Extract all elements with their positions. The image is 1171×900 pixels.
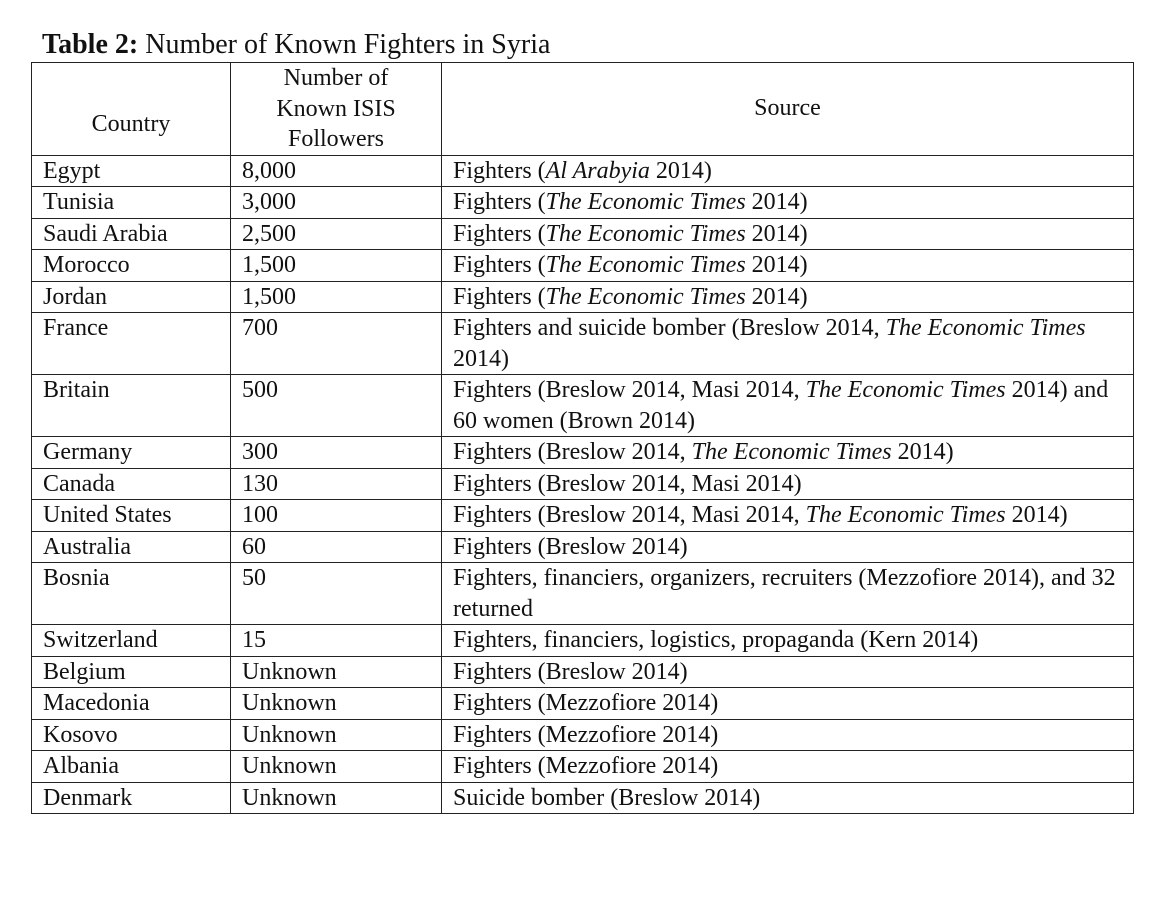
followers-count-cell: 15 <box>231 625 442 657</box>
source-cell <box>442 468 1134 500</box>
source-text: Fighters, financiers, logistics, propaganda (Kern 2014) <box>453 627 979 653</box>
source-text: 2014) and 60 women (Brown 2014) <box>453 377 1109 434</box>
followers-count-cell: 500 <box>231 375 442 437</box>
source-cell <box>442 656 1134 688</box>
followers-count-cell: 8,000 <box>231 155 442 187</box>
table-row <box>32 656 1134 688</box>
source-text: 2014) <box>745 252 808 278</box>
source-text: Fighters ( <box>453 189 546 215</box>
source-title-italic: The Economic Times <box>545 189 746 215</box>
country-cell: Canada <box>32 468 231 500</box>
header-followers-line-2: Known ISIS <box>276 95 396 122</box>
followers-count-cell: 100 <box>231 500 442 532</box>
source-cell <box>442 563 1134 625</box>
country-cell: Australia <box>32 531 231 563</box>
country-cell: Albania <box>32 751 231 783</box>
source-text: 2014) <box>453 345 509 372</box>
table-row <box>32 281 1134 313</box>
source-text: Suicide bomber (Breslow 2014) <box>453 784 761 811</box>
table-row <box>32 531 1134 563</box>
country-cell: Switzerland <box>32 625 231 657</box>
fighters-table <box>31 62 1134 814</box>
source-title-italic: The Economic Times <box>805 377 1006 403</box>
country-cell: Kosovo <box>32 719 231 751</box>
source-cell <box>442 155 1134 187</box>
table-caption-label: Table 2: <box>42 29 139 60</box>
country-cell: Morocco <box>32 250 231 282</box>
country-cell: Macedonia <box>32 688 231 720</box>
table-row <box>32 375 1134 437</box>
source-text: Fighters (Mezzofiore 2014) <box>453 753 719 779</box>
source-text: Fighters ( <box>453 220 546 247</box>
source-cell <box>442 625 1134 657</box>
table-row <box>32 625 1134 657</box>
followers-count-cell: 130 <box>231 468 442 500</box>
table-row <box>32 719 1134 751</box>
source-title-italic: The Economic Times <box>885 315 1086 341</box>
source-cell <box>442 250 1134 282</box>
country-cell: Denmark <box>32 782 231 814</box>
table-row <box>32 688 1134 720</box>
table-row <box>32 313 1134 375</box>
table-caption <box>42 28 550 62</box>
source-text: Fighters ( <box>453 157 546 184</box>
country-cell: France <box>32 313 231 375</box>
table-row <box>32 155 1134 187</box>
header-followers-line-3: Followers <box>288 126 384 152</box>
source-cell <box>442 375 1134 437</box>
followers-count-cell: Unknown <box>231 656 442 688</box>
followers-count-cell: 2,500 <box>231 218 442 250</box>
table-header <box>32 63 1134 156</box>
source-cell <box>442 281 1134 313</box>
source-text: 2014) <box>1005 502 1068 528</box>
table-row <box>32 782 1134 814</box>
source-text: Fighters (Mezzofiore 2014) <box>453 721 719 748</box>
followers-count-cell: 300 <box>231 437 442 469</box>
country-cell: Egypt <box>32 155 231 187</box>
header-followers-line-1: Number of <box>283 65 389 91</box>
source-text: Fighters (Breslow 2014) <box>453 533 688 560</box>
source-cell <box>442 751 1134 783</box>
followers-count-cell: 1,500 <box>231 250 442 282</box>
source-text: Fighters (Breslow 2014) <box>453 658 688 685</box>
source-text: Fighters ( <box>453 252 546 278</box>
followers-count-cell: Unknown <box>231 782 442 814</box>
source-cell <box>442 719 1134 751</box>
country-cell: Belgium <box>32 656 231 688</box>
country-cell: Jordan <box>32 281 231 313</box>
source-cell <box>442 313 1134 375</box>
followers-count-cell: Unknown <box>231 719 442 751</box>
country-cell: Britain <box>32 375 231 437</box>
source-title-italic: The Economic Times <box>691 439 892 465</box>
source-cell <box>442 500 1134 532</box>
table-row <box>32 218 1134 250</box>
source-text: 2014) <box>891 439 954 465</box>
source-title-italic: Al Arabyia <box>545 157 650 184</box>
table-row <box>32 500 1134 532</box>
source-text: Fighters (Breslow 2014, Masi 2014, <box>453 377 806 403</box>
table-row <box>32 437 1134 469</box>
source-cell <box>442 531 1134 563</box>
table-row <box>32 468 1134 500</box>
header-row <box>32 63 1134 156</box>
source-cell <box>442 688 1134 720</box>
source-title-italic: The Economic Times <box>805 502 1006 528</box>
source-text: 2014) <box>745 189 808 215</box>
table-caption-title: Number of Known Fighters in Syria <box>138 29 551 60</box>
header-number-of-followers <box>231 63 442 156</box>
source-cell <box>442 187 1134 219</box>
country-cell: Tunisia <box>32 187 231 219</box>
source-text: Fighters ( <box>453 283 546 310</box>
header-country: Country <box>32 63 231 156</box>
source-cell <box>442 218 1134 250</box>
source-title-italic: The Economic Times <box>545 252 746 278</box>
source-text: Fighters and suicide bomber (Breslow 2014, <box>453 315 886 341</box>
followers-count-cell: 60 <box>231 531 442 563</box>
table-row <box>32 187 1134 219</box>
source-text: Fighters, financiers, organizers, recruiters (Mezzofiore 2014), and 32 returned <box>453 565 1116 622</box>
header-source: Source <box>442 63 1134 156</box>
followers-count-cell: 700 <box>231 313 442 375</box>
table-row <box>32 563 1134 625</box>
source-text: Fighters (Breslow 2014, <box>453 439 692 465</box>
country-cell: Saudi Arabia <box>32 218 231 250</box>
followers-count-cell: Unknown <box>231 751 442 783</box>
table-row <box>32 250 1134 282</box>
source-cell <box>442 782 1134 814</box>
source-text: 2014) <box>745 283 808 310</box>
country-cell: Bosnia <box>32 563 231 625</box>
source-text: 2014) <box>649 157 712 184</box>
followers-count-cell: 1,500 <box>231 281 442 313</box>
source-text: 2014) <box>745 220 808 247</box>
country-cell: Germany <box>32 437 231 469</box>
followers-count-cell: 3,000 <box>231 187 442 219</box>
source-cell <box>442 437 1134 469</box>
followers-count-cell: 50 <box>231 563 442 625</box>
source-text: Fighters (Breslow 2014, Masi 2014, <box>453 502 806 528</box>
source-text: Fighters (Mezzofiore 2014) <box>453 690 719 716</box>
followers-count-cell: Unknown <box>231 688 442 720</box>
table-row <box>32 751 1134 783</box>
source-title-italic: The Economic Times <box>545 220 746 247</box>
country-cell: United States <box>32 500 231 532</box>
source-title-italic: The Economic Times <box>545 283 746 310</box>
source-text: Fighters (Breslow 2014, Masi 2014) <box>453 470 802 497</box>
table-body <box>32 155 1134 814</box>
